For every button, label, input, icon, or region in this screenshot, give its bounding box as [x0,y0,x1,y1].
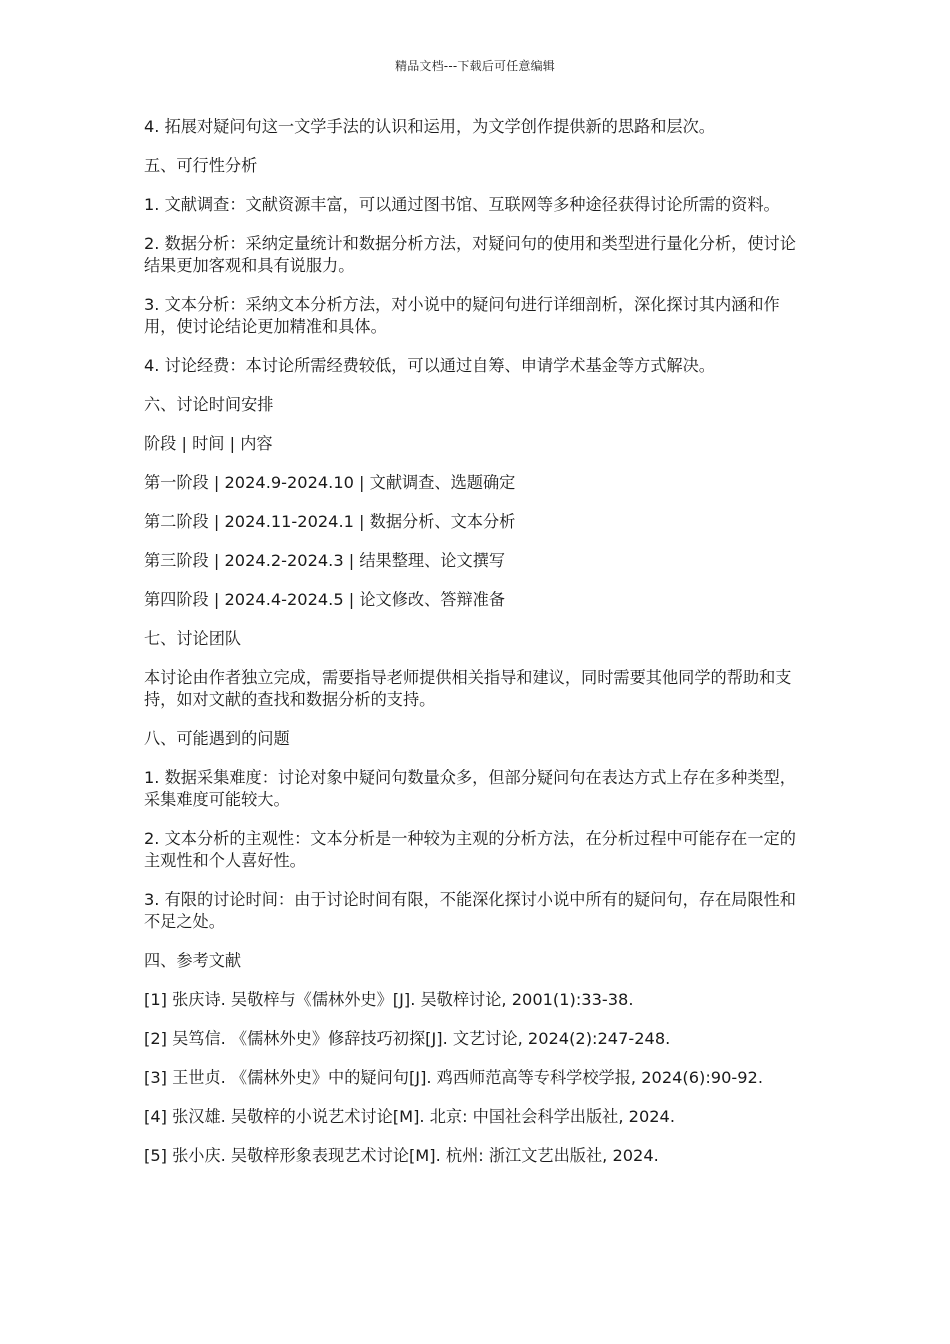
section-heading-problems: 八、可能遇到的问题 [144,729,290,748]
reference-5: [5] 张小庆. 吴敬梓形象表现艺术讨论[M]. 杭州: 浙江文艺出版社, 2024. [144,1146,659,1165]
problem-item-3: 3. 有限的讨论时间：由于讨论时间有限，不能深化探讨小说中所有的疑问句，存在局限性和不足之处。 [144,890,796,931]
page-header: 精品文档---下载后可任意编辑 [395,59,555,73]
section-heading-feasibility: 五、可行性分析 [144,156,258,175]
schedule-row-1: 第一阶段 | 2024.9-2024.10 | 文献调查、选题确定 [144,473,516,492]
feasibility-item-4: 4. 讨论经费：本讨论所需经费较低，可以通过自筹、申请学术基金等方式解决。 [144,356,715,375]
goal-item-4: 4. 拓展对疑问句这一文学手法的认识和运用，为文学创作提供新的思路和层次。 [144,117,715,136]
feasibility-item-3: 3. 文本分析：采纳文本分析方法，对小说中的疑问句进行详细剖析，深化探讨其内涵和作用，使讨论结论更加精准和具体。 [144,295,780,336]
section-heading-references: 四、参考文献 [144,951,242,970]
problem-item-1: 1. 数据采集难度：讨论对象中疑问句数量众多，但部分疑问句在表达方式上存在多种类型，采集难度可能较大。 [144,768,796,809]
document-body [144,116,804,1184]
section-heading-schedule: 六、讨论时间安排 [144,395,274,414]
schedule-row-4: 第四阶段 | 2024.4-2024.5 | 论文修改、答辩准备 [144,590,506,609]
feasibility-item-2: 2. 数据分析：采纳定量统计和数据分析方法，对疑问句的使用和类型进行量化分析，使讨论结果更加客观和具有说服力。 [144,234,796,275]
schedule-row-2: 第二阶段 | 2024.11-2024.1 | 数据分析、文本分析 [144,512,516,531]
feasibility-item-1: 1. 文献调查：文献资源丰富，可以通过图书馆、互联网等多种途径获得讨论所需的资料。 [144,195,780,214]
section-heading-team: 七、讨论团队 [144,629,242,648]
reference-1: [1] 张庆诗. 吴敬梓与《儒林外史》[J]. 吴敬梓讨论, 2001(1):33-38. [144,990,634,1009]
problem-item-2: 2. 文本分析的主观性：文本分析是一种较为主观的分析方法，在分析过程中可能存在一定的主观性和个人喜好性。 [144,829,796,870]
team-description: 本讨论由作者独立完成，需要指导老师提供相关指导和建议，同时需要其他同学的帮助和支持，如对文献的查找和数据分析的支持。 [144,668,792,709]
reference-2: [2] 吴笃信. 《儒林外史》修辞技巧初探[J]. 文艺讨论, 2024(2):247-248. [144,1029,671,1048]
schedule-header-row: 阶段 | 时间 | 内容 [144,434,273,453]
reference-4: [4] 张汉雄. 吴敬梓的小说艺术讨论[M]. 北京: 中国社会科学出版社, 2024. [144,1107,675,1126]
reference-3: [3] 王世贞. 《儒林外史》中的疑问句[J]. 鸡西师范高等专科学校学报, 2024(6):90-92. [144,1068,763,1087]
schedule-row-3: 第三阶段 | 2024.2-2024.3 | 结果整理、论文撰写 [144,551,506,570]
